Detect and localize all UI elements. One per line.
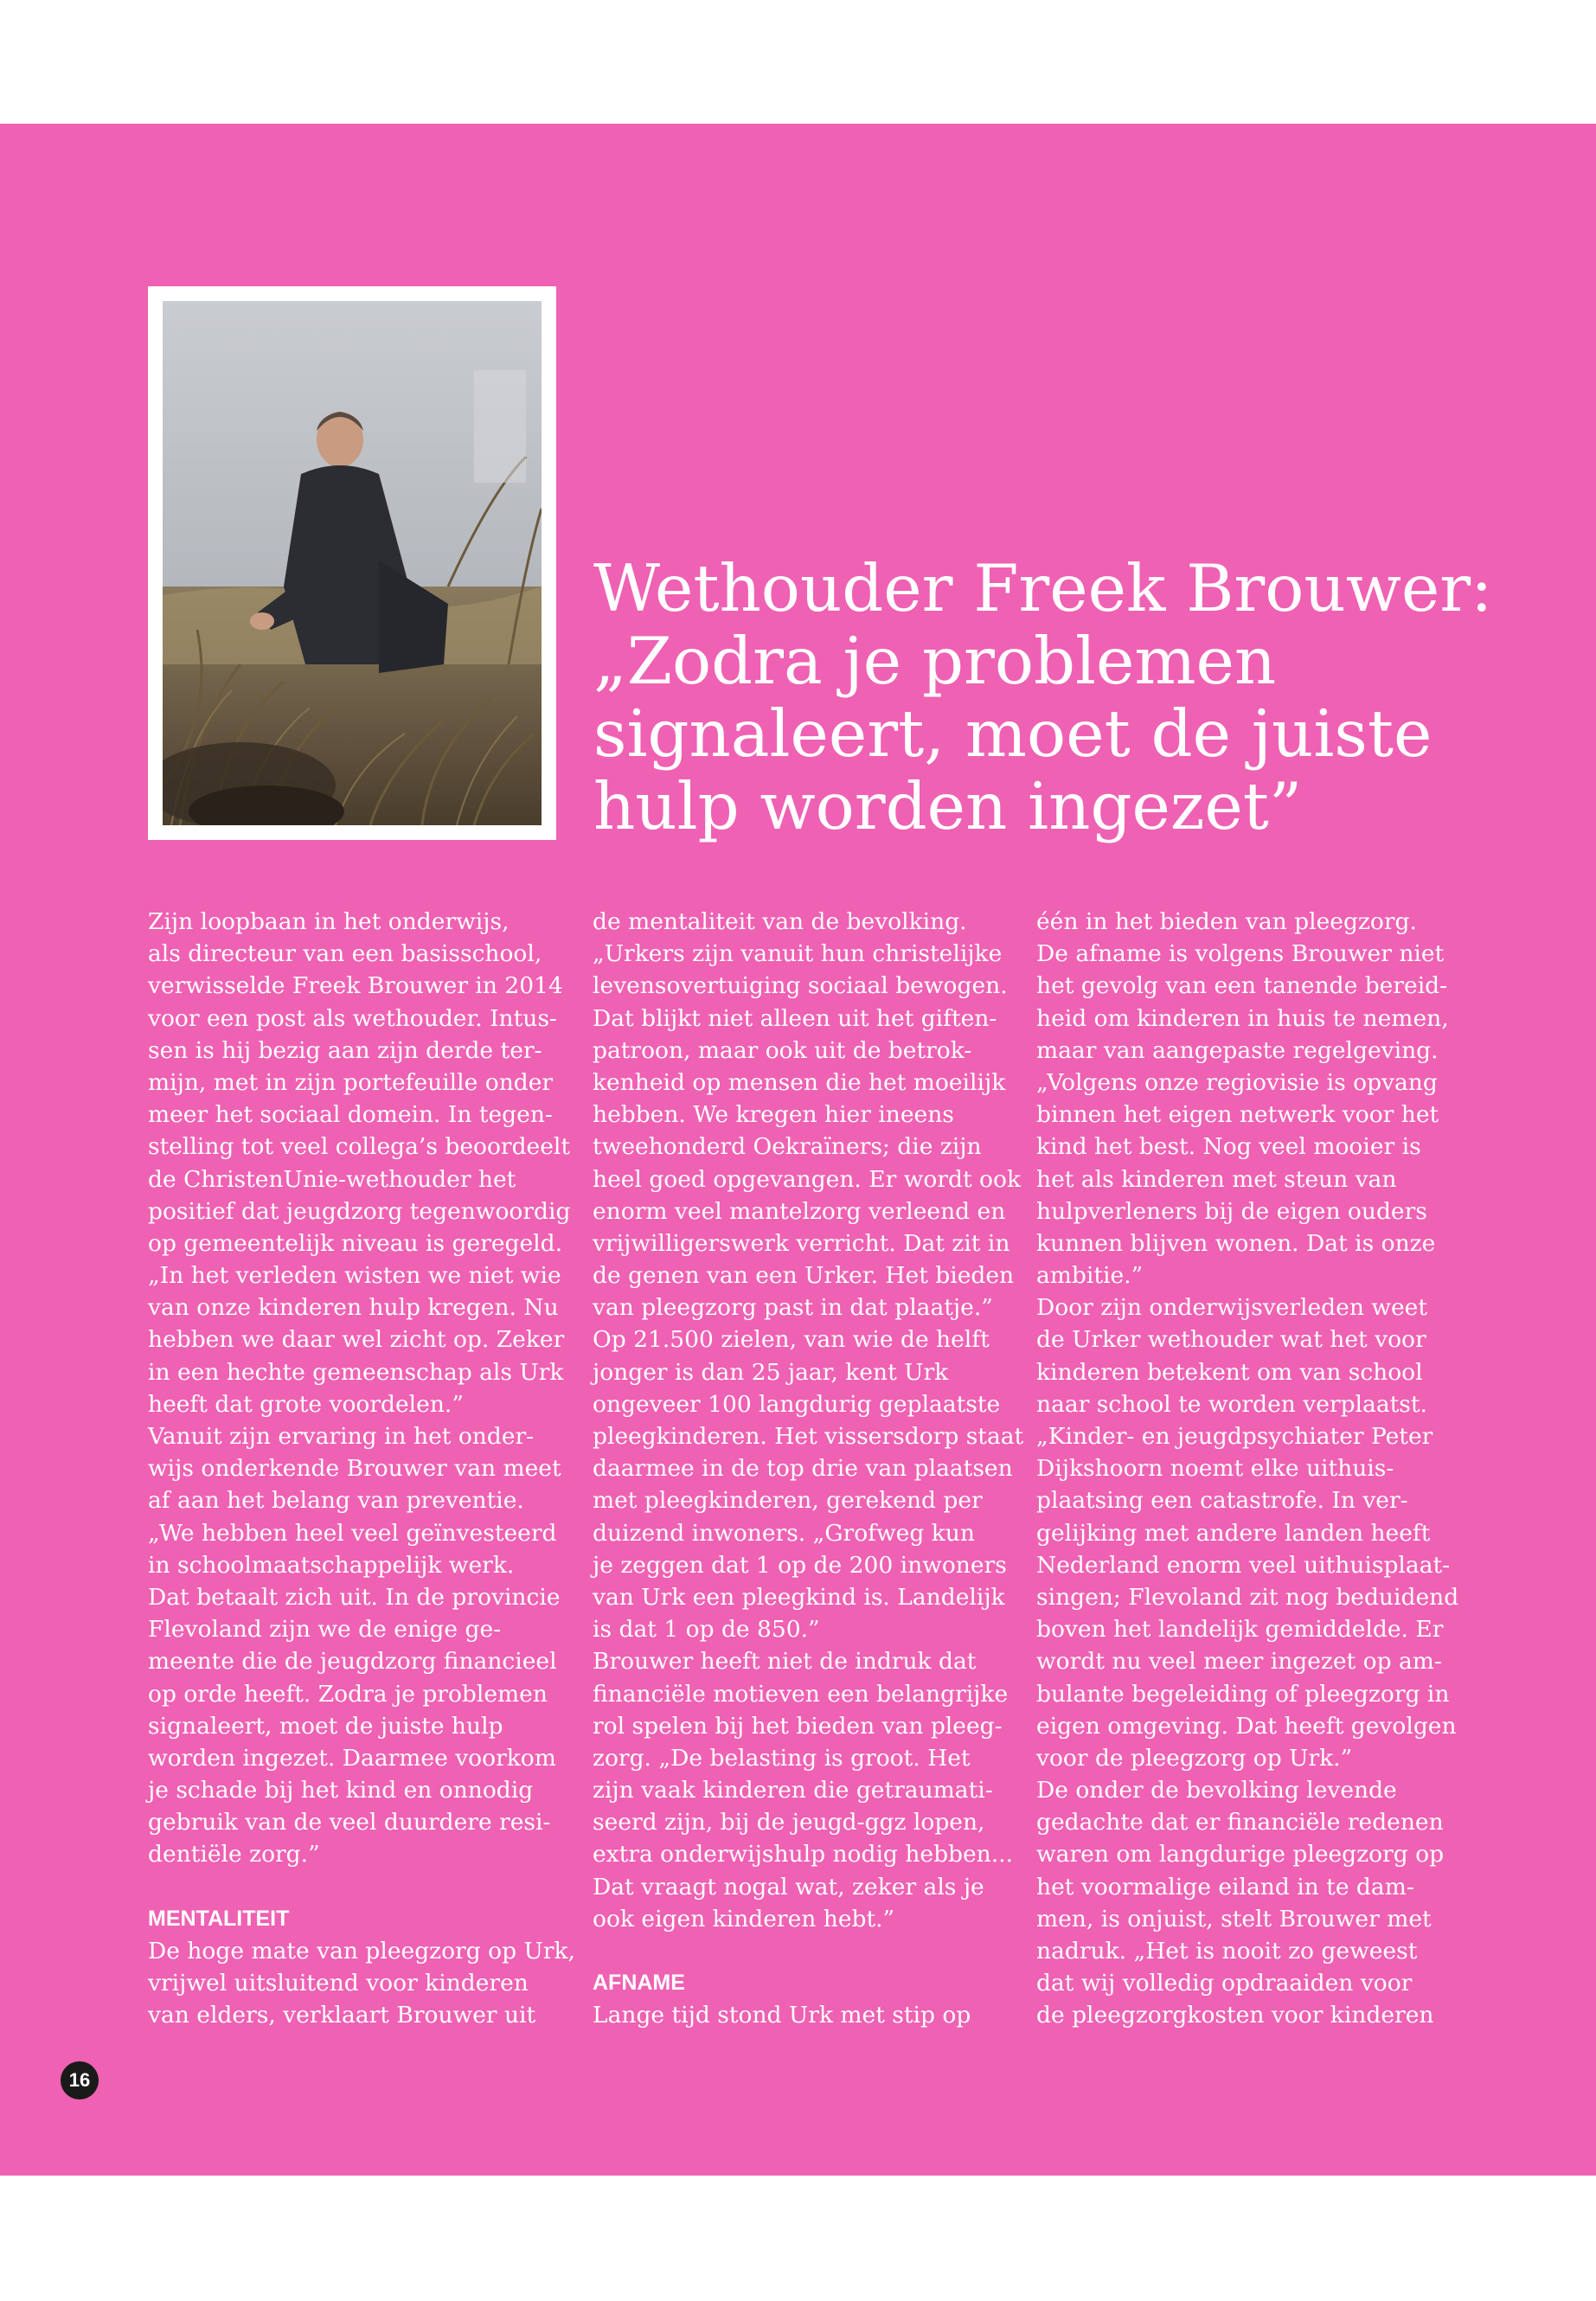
text-line: Dijkshoorn noemt elke uithuis- bbox=[1036, 1455, 1394, 1483]
text-line: levensovertuiging sociaal bewogen. bbox=[593, 972, 1008, 1000]
text-line: verwisselde Freek Brouwer in 2014 bbox=[148, 972, 563, 1000]
headline-line: signaleert, moet de juiste bbox=[593, 695, 1433, 772]
text-line: Nederland enorm veel uithuisplaat- bbox=[1036, 1551, 1451, 1579]
text-line: singen; Flevoland zit nog beduidend bbox=[1036, 1583, 1459, 1611]
text-line: patroon, maar ook uit de betrok- bbox=[593, 1036, 972, 1064]
text-line: de mentaliteit van de bevolking. bbox=[593, 908, 967, 935]
text-line: dentiële zorg.” bbox=[148, 1841, 320, 1868]
paragraph-gap bbox=[593, 1935, 1025, 1967]
text-line: signaleert, moet de juiste hulp bbox=[148, 1712, 503, 1740]
text-line: extra onderwijshulp nodig hebben... bbox=[593, 1841, 1014, 1868]
text-line: kinderen betekent om van school bbox=[1036, 1358, 1423, 1386]
section-heading: AFNAME bbox=[593, 1971, 685, 1996]
portrait-photo bbox=[163, 301, 542, 825]
text-line: financiële motieven een belangrijke bbox=[593, 1680, 1009, 1708]
text-line: Vanuit zijn ervaring in het onder- bbox=[148, 1423, 535, 1450]
text-line: „We hebben heel veel geïnvesteerd bbox=[148, 1519, 557, 1547]
text-line: „Kinder- en jeugdpsychiater Peter bbox=[1036, 1423, 1433, 1450]
text-line: men, is onjuist, stelt Brouwer met bbox=[1036, 1905, 1432, 1932]
article-column-1 bbox=[148, 906, 580, 2032]
text-line: de Urker wethouder wat het voor bbox=[1036, 1326, 1426, 1354]
article-column-3 bbox=[1036, 906, 1469, 2032]
text-line: meente die de jeugdzorg financieel bbox=[148, 1648, 557, 1676]
text-line: seerd zijn, bij de jeugd-ggz lopen, bbox=[593, 1809, 985, 1836]
text-line: waren om langdurige pleegzorg op bbox=[1036, 1841, 1445, 1868]
text-line: binnen het eigen netwerk voor het bbox=[1036, 1101, 1439, 1129]
article-column-2 bbox=[593, 906, 1025, 2032]
text-line: voor een post als wethouder. Intus- bbox=[148, 1004, 557, 1032]
text-line: wijs onderkende Brouwer van meet bbox=[148, 1455, 561, 1483]
text-line: voor de pleegzorg op Urk.” bbox=[1036, 1744, 1353, 1772]
text-line: Dat betaalt zich uit. In de provincie bbox=[148, 1583, 561, 1611]
text-line: heel goed opgevangen. Er wordt ook bbox=[593, 1165, 1022, 1193]
text-line: zijn vaak kinderen die getraumati- bbox=[593, 1777, 993, 1804]
text-line: Brouwer heeft niet de indruk dat bbox=[593, 1648, 977, 1676]
text-line: meer het sociaal domein. In tegen- bbox=[148, 1101, 553, 1129]
text-line: zorg. „De belasting is groot. Het bbox=[593, 1744, 971, 1772]
text-line: met pleegkinderen, gerekend per bbox=[593, 1487, 983, 1515]
text-line: rol spelen bij het bieden van pleeg- bbox=[593, 1712, 1003, 1740]
text-line: het voormalige eiland in te dam- bbox=[1036, 1873, 1414, 1900]
text-line: jonger is dan 25 jaar, kent Urk bbox=[593, 1358, 949, 1386]
text-line: heid om kinderen in huis te nemen, bbox=[1036, 1004, 1449, 1032]
text-line: van pleegzorg past in dat plaatje.” bbox=[593, 1294, 993, 1322]
text-line: vrijwilligerswerk verricht. Dat zit in bbox=[593, 1229, 1010, 1257]
text-line: op gemeentelijk niveau is geregeld. bbox=[148, 1229, 563, 1257]
text-line: Dat vraagt nogal wat, zeker als je bbox=[593, 1873, 984, 1900]
text-line: je schade bij het kind en onnodig bbox=[148, 1777, 534, 1804]
text-line: af aan het belang van preventie. bbox=[148, 1487, 524, 1515]
text-line: Op 21.500 zielen, van wie de helft bbox=[593, 1326, 990, 1354]
paragraph-gap bbox=[148, 1871, 580, 1903]
text-line: in schoolmaatschappelijk werk. bbox=[148, 1551, 515, 1579]
text-line: bulante begeleiding of pleegzorg in bbox=[1036, 1680, 1450, 1708]
text-line: van Urk een pleegkind is. Landelijk bbox=[593, 1583, 1005, 1611]
text-line: De onder de bevolking levende bbox=[1036, 1777, 1397, 1804]
text-line: „Urkers zijn vanuit hun christelijke bbox=[593, 940, 1003, 968]
photo-frame bbox=[148, 286, 556, 840]
headline-line: Wethouder Freek Brouwer: bbox=[593, 550, 1493, 626]
text-line: plaatsing een catastrofe. In ver- bbox=[1036, 1487, 1408, 1515]
text-line: stelling tot veel collega’s beoordeelt bbox=[148, 1133, 571, 1161]
text-line: maar van aangepaste regelgeving. bbox=[1036, 1036, 1439, 1064]
section-heading: MENTALITEIT bbox=[148, 1906, 290, 1931]
text-line: hebben we daar wel zicht op. Zeker bbox=[148, 1326, 565, 1354]
text-line: van elders, verklaart Brouwer uit bbox=[148, 2002, 536, 2029]
text-line: dat wij volledig opdraaiden voor bbox=[1036, 1970, 1413, 1997]
text-line: worden ingezet. Daarmee voorkom bbox=[148, 1744, 556, 1772]
text-line: daarmee in de top drie van plaatsen bbox=[593, 1455, 1013, 1483]
text-line: één in het bieden van pleegzorg. bbox=[1036, 908, 1417, 935]
text-line: ongeveer 100 langdurig geplaatste bbox=[593, 1390, 1001, 1418]
text-line: kind het best. Nog veel mooier is bbox=[1036, 1133, 1421, 1161]
page-number-badge: 16 bbox=[61, 2061, 99, 2099]
text-line: de ChristenUnie-wethouder het bbox=[148, 1165, 516, 1193]
text-line: hulpverleners bij de eigen ouders bbox=[1036, 1197, 1427, 1225]
text-line: als directeur van een basisschool, bbox=[148, 940, 542, 968]
headline-line: hulp worden ingezet” bbox=[593, 768, 1303, 844]
text-line: Zijn loopbaan in het onderwijs, bbox=[148, 908, 510, 935]
text-line: eigen omgeving. Dat heeft gevolgen bbox=[1036, 1712, 1457, 1740]
text-line: gedachte dat er financiële redenen bbox=[1036, 1809, 1444, 1836]
text-line: De afname is volgens Brouwer niet bbox=[1036, 940, 1445, 968]
text-line: „In het verleden wisten we niet wie bbox=[148, 1262, 561, 1290]
headline-line: „Zodra je problemen bbox=[593, 623, 1277, 699]
text-line: tweehonderd Oekraïners; die zijn bbox=[593, 1133, 982, 1161]
text-line: de pleegzorgkosten voor kinderen bbox=[1036, 2002, 1434, 2029]
text-line: Door zijn onderwijsverleden weet bbox=[1036, 1294, 1428, 1322]
text-line: Dat blijkt niet alleen uit het giften- bbox=[593, 1004, 997, 1032]
text-line: het gevolg van een tanende bereid- bbox=[1036, 972, 1448, 1000]
text-line: je zeggen dat 1 op de 200 inwoners bbox=[593, 1551, 1007, 1579]
text-line: Lange tijd stond Urk met stip op bbox=[593, 2002, 971, 2029]
text-line: gebruik van de veel duurdere resi- bbox=[148, 1809, 551, 1836]
text-line: sen is hij bezig aan zijn derde ter- bbox=[148, 1036, 542, 1064]
text-line: positief dat jeugdzorg tegenwoordig bbox=[148, 1197, 571, 1225]
text-line: vrijwel uitsluitend voor kinderen bbox=[148, 1970, 529, 1997]
text-line: ook eigen kinderen hebt.” bbox=[593, 1905, 895, 1932]
text-line: ambitie.” bbox=[1036, 1262, 1144, 1290]
text-line: naar school te worden verplaatst. bbox=[1036, 1390, 1427, 1418]
text-line: kenheid op mensen die het moeilijk bbox=[593, 1068, 1006, 1096]
text-line: boven het landelijk gemiddelde. Er bbox=[1036, 1616, 1444, 1644]
headline bbox=[593, 552, 1545, 843]
text-line: De hoge mate van pleegzorg op Urk, bbox=[148, 1938, 575, 1965]
text-line: kunnen blijven wonen. Dat is onze bbox=[1036, 1229, 1436, 1257]
text-line: is dat 1 op de 850.” bbox=[593, 1616, 820, 1644]
text-line: pleegkinderen. Het vissersdorp staat bbox=[593, 1423, 1024, 1450]
text-line: gelijking met andere landen heeft bbox=[1036, 1519, 1431, 1547]
text-line: nadruk. „Het is nooit zo geweest bbox=[1036, 1938, 1418, 1965]
text-line: heeft dat grote voordelen.” bbox=[148, 1390, 464, 1418]
text-line: van onze kinderen hulp kregen. Nu bbox=[148, 1294, 559, 1322]
text-line: op orde heeft. Zodra je problemen bbox=[148, 1680, 548, 1708]
text-line: „Volgens onze regiovisie is opvang bbox=[1036, 1068, 1438, 1096]
text-line: duizend inwoners. „Grofweg kun bbox=[593, 1519, 975, 1547]
text-line: wordt nu veel meer ingezet op am- bbox=[1036, 1648, 1442, 1676]
text-line: Flevoland zijn we de enige ge- bbox=[148, 1616, 502, 1644]
text-line: mijn, met in zijn portefeuille onder bbox=[148, 1068, 554, 1096]
text-line: enorm veel mantelzorg verleend en bbox=[593, 1197, 1006, 1225]
text-line: de genen van een Urker. Het bieden bbox=[593, 1262, 1015, 1290]
text-line: het als kinderen met steun van bbox=[1036, 1165, 1397, 1193]
text-line: in een hechte gemeenschap als Urk bbox=[148, 1358, 564, 1386]
text-line: hebben. We kregen hier ineens bbox=[593, 1101, 954, 1129]
